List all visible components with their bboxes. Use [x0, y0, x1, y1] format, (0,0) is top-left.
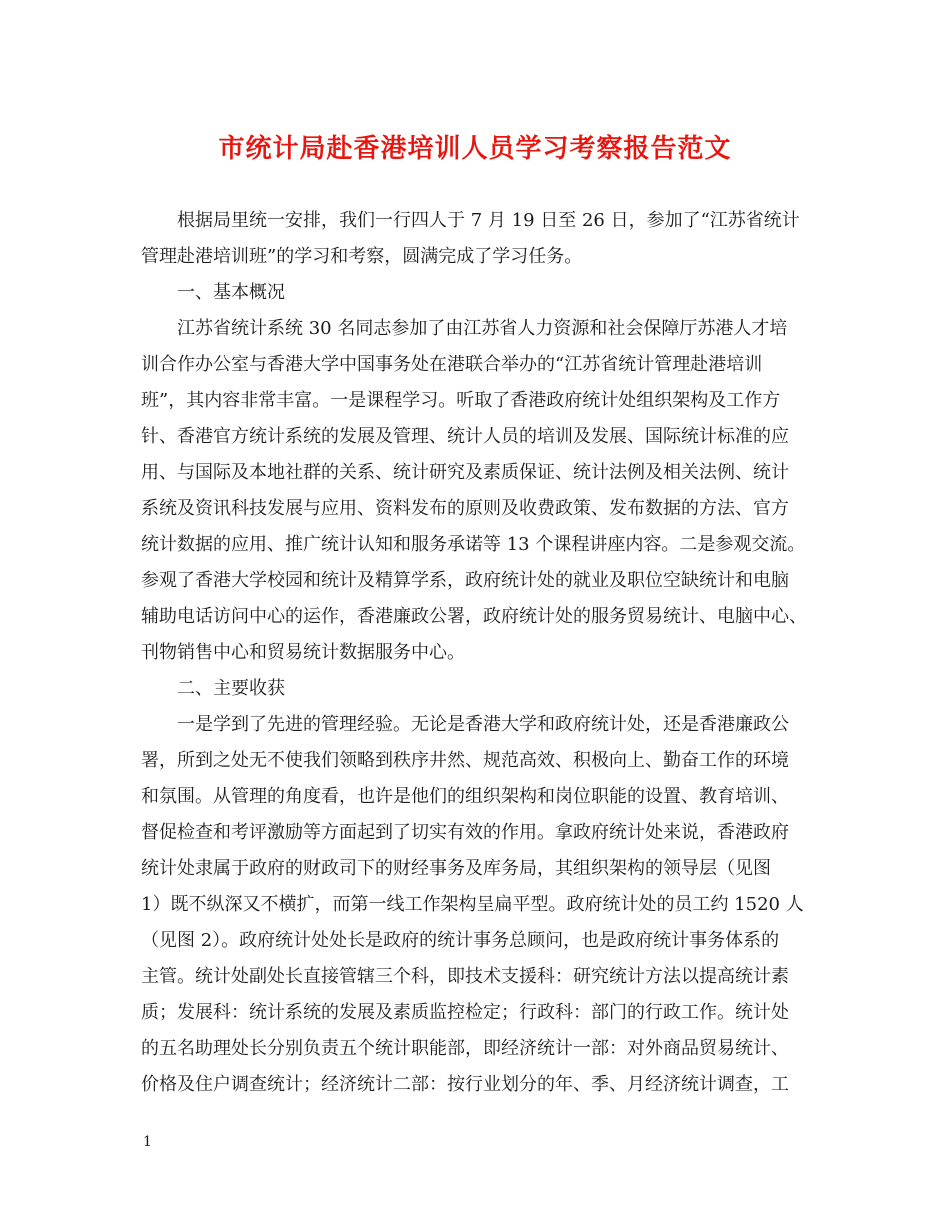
paragraph-line: 统计数据的应用、推广统计认知和服务承诺等 13 个课程讲座内容。二是参观交流。 [141, 534, 806, 555]
paragraph-line: 用、与国际及本地社群的关系、统计研究及素质保证、统计法例及相关法例、统计 [141, 462, 789, 483]
paragraph-line: 系统及资讯科技发展与应用、资料发布的原则及收费政策、发布数据的方法、官方 [141, 498, 789, 519]
paragraph-line: 辅助电话访问中心的运作，香港廉政公署，政府统计处的服务贸易统计、电脑中心、 [141, 606, 807, 627]
document-body [141, 203, 817, 1103]
paragraph-line: 的五名助理处长分别负责五个统计职能部，即经济统计一部：对外商品贸易统计、 [141, 1038, 789, 1059]
paragraph-line: 一是学到了先进的管理经验。无论是香港大学和政府统计处，还是香港廉政公 [177, 714, 789, 735]
paragraph-line: 质；发展科：统计系统的发展及素质监控检定；行政科：部门的行政工作。统计处 [141, 1002, 789, 1023]
paragraph-line: （见图 2）。政府统计处处长是政府的统计事务总顾问，也是政府统计事务体系的 [141, 930, 780, 951]
paragraph-line: 管理赴港培训班”的学习和考察，圆满完成了学习任务。 [141, 246, 583, 267]
paragraph-line: 督促检查和考评激励等方面起到了切实有效的作用。拿政府统计处来说，香港政府 [141, 822, 789, 843]
paragraph-line: 1）既不纵深又不横扩，而第一线工作架构呈扁平型。政府统计处的员工约 1520 人 [141, 894, 804, 915]
paragraph-line: 参观了香港大学校园和统计及精算学系，政府统计处的就业及职位空缺统计和电脑 [141, 570, 789, 591]
paragraph-line: 班”，其内容非常丰富。一是课程学习。听取了香港政府统计处组织架构及工作方 [141, 390, 781, 411]
paragraph-line: 统计处隶属于政府的财政司下的财经事务及库务局，其组织架构的领导层（见图 [141, 858, 771, 879]
document-title: 市统计局赴香港培训人员学习考察报告范文 [218, 134, 732, 164]
paragraph-line: 针、香港官方统计系统的发展及管理、统计人员的培训及发展、国际统计标准的应 [141, 426, 789, 447]
paragraph-line: 价格及住户调查统计；经济统计二部：按行业划分的年、季、月经济统计调查，工 [141, 1074, 789, 1095]
paragraph-line: 根据局里统一安排，我们一行四人于 7 月 19 日至 26 日，参加了“江苏省统计 [177, 210, 800, 231]
section-heading: 一、基本概况 [177, 282, 285, 303]
page-number: 1 [143, 1134, 152, 1150]
paragraph-line: 主管。统计处副处长直接管辖三个科，即技术支援科：研究统计方法以提高统计素 [141, 966, 789, 987]
section-heading: 二、主要收获 [177, 678, 285, 699]
paragraph-line: 和氛围。从管理的角度看，也许是他们的组织架构和岗位职能的设置、教育培训、 [141, 786, 789, 807]
paragraph-line: 江苏省统计系统 30 名同志参加了由江苏省人力资源和社会保障厅苏港人才培 [177, 318, 788, 339]
paragraph-line: 刊物销售中心和贸易统计数据服务中心。 [141, 642, 465, 663]
paragraph-line: 训合作办公室与香港大学中国事务处在港联合举办的“江苏省统计管理赴港培训 [141, 354, 763, 375]
paragraph-line: 署，所到之处无不使我们领略到秩序井然、规范高效、积极向上、勤奋工作的环境 [141, 750, 789, 771]
